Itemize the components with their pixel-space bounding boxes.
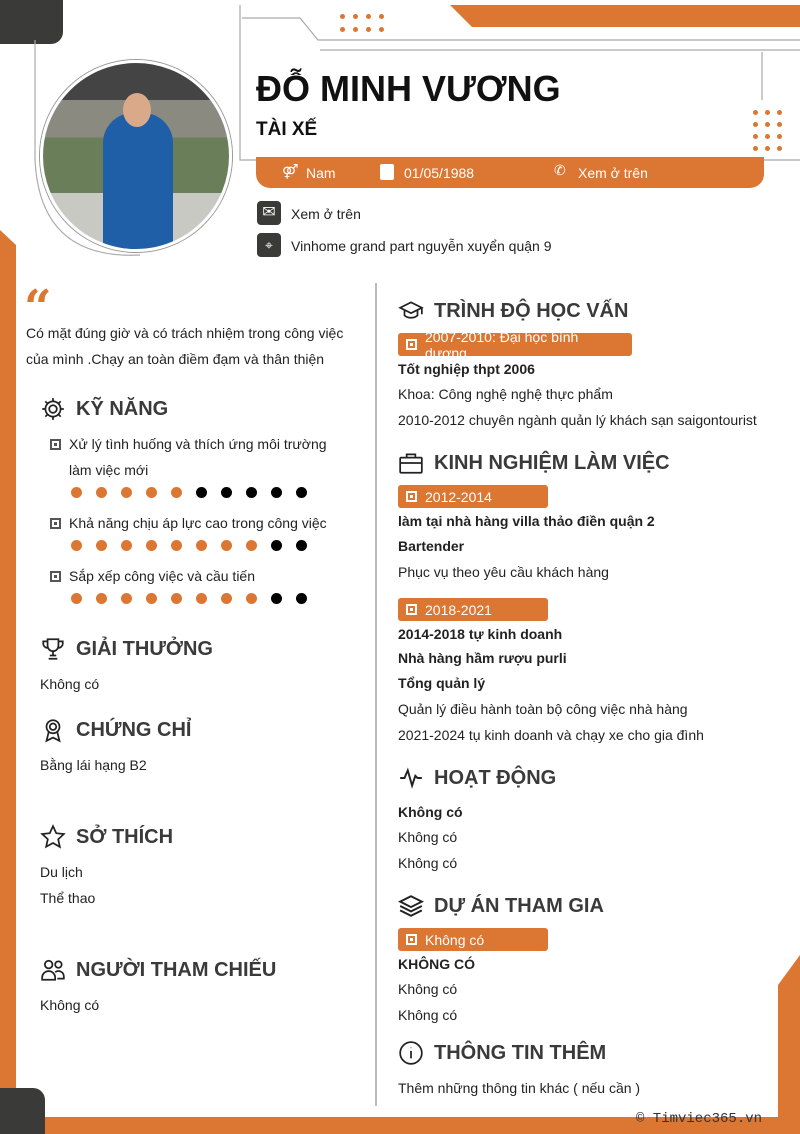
rating-dot bbox=[146, 593, 157, 604]
job-line: Tổng quản lý bbox=[398, 675, 486, 691]
rating-dot bbox=[296, 540, 307, 551]
bullet-icon bbox=[406, 934, 417, 945]
rating-dot bbox=[96, 540, 107, 551]
extra-info-text: Thêm những thông tin khác ( nếu cần ) bbox=[398, 1080, 641, 1096]
gender-value: Nam bbox=[306, 165, 336, 181]
quote-icon: “ bbox=[24, 280, 52, 336]
phone-value: Xem ở trên bbox=[578, 165, 648, 181]
projects-heading: DỰ ÁN THAM GIA bbox=[398, 893, 604, 919]
rating-dot bbox=[196, 593, 207, 604]
education-line: 2010-2012 chuyên ngành quản lý khách sạn saigontourist bbox=[398, 412, 757, 428]
career-objective: Có mặt đúng giờ và có trách nhiệm trong công việc của mình .Chạy an toàn điềm đạm và thân thiện bbox=[26, 325, 344, 367]
skill-item: Khả năng chịu áp lực cao trong công việc bbox=[50, 510, 350, 536]
star-icon bbox=[40, 824, 66, 850]
project-line: Không có bbox=[398, 981, 458, 997]
activities-heading: HOẠT ĐỘNG bbox=[398, 765, 556, 791]
job-period-tag: 2012-2014 bbox=[398, 485, 548, 508]
layers-icon bbox=[398, 893, 424, 919]
skill-rating bbox=[71, 487, 307, 498]
project-tag: Không có bbox=[398, 928, 548, 951]
activity-pulse-icon bbox=[398, 765, 424, 791]
phone-icon: ✆ bbox=[554, 162, 566, 178]
job-line: Phục vụ theo yêu cầu khách hàng bbox=[398, 564, 609, 580]
education-line: Tốt nghiệp thpt 2006 bbox=[398, 361, 535, 377]
bullet-icon bbox=[50, 439, 61, 450]
location-icon: ⌖ bbox=[257, 233, 281, 257]
rating-dot bbox=[296, 593, 307, 604]
rating-dot bbox=[171, 540, 182, 551]
job-line: Quản lý điều hành toàn bộ công việc nhà hàng bbox=[398, 701, 688, 717]
watermark: © Timviec365.vn bbox=[636, 1111, 763, 1127]
references-text: Không có bbox=[40, 997, 100, 1013]
activity-line: Không có bbox=[398, 829, 458, 845]
rating-dot bbox=[246, 487, 257, 498]
education-period-tag: 2007-2010: Đại học bình dương bbox=[398, 333, 632, 356]
education-heading: TRÌNH ĐỘ HỌC VẤN bbox=[398, 298, 628, 324]
job-title: TÀI XẾ bbox=[256, 119, 318, 140]
users-icon bbox=[40, 957, 66, 983]
project-line: KHÔNG CÓ bbox=[398, 956, 475, 972]
info-bar bbox=[256, 157, 764, 188]
gear-icon bbox=[40, 396, 66, 422]
rating-dot bbox=[96, 593, 107, 604]
rating-dot bbox=[196, 540, 207, 551]
skills-heading: KỸ NĂNG bbox=[40, 396, 168, 422]
hobbies-heading: SỞ THÍCH bbox=[40, 824, 173, 850]
skill-item: Sắp xếp công việc và cầu tiến bbox=[50, 563, 350, 589]
hobby-item: Thể thao bbox=[40, 890, 96, 906]
rating-dot bbox=[146, 540, 157, 551]
extra-info-heading: THÔNG TIN THÊM bbox=[398, 1040, 606, 1066]
rating-dot bbox=[246, 593, 257, 604]
briefcase-icon bbox=[398, 450, 424, 476]
rating-dot bbox=[271, 593, 282, 604]
bullet-icon bbox=[406, 604, 417, 615]
rating-dot bbox=[71, 487, 82, 498]
activity-line: Không có bbox=[398, 804, 463, 820]
right-accent-strip bbox=[778, 955, 800, 1134]
rating-dot bbox=[271, 540, 282, 551]
job-line: Nhà hàng hầm rượu purli bbox=[398, 650, 567, 666]
trophy-icon bbox=[40, 636, 66, 662]
hobby-item: Du lịch bbox=[40, 864, 83, 880]
project-line: Không có bbox=[398, 1007, 458, 1023]
rating-dot bbox=[171, 487, 182, 498]
rating-dot bbox=[221, 593, 232, 604]
rating-dot bbox=[271, 487, 282, 498]
rating-dot bbox=[246, 540, 257, 551]
job-line: 2021-2024 tụ kinh doanh và chạy xe cho gia đình bbox=[398, 727, 704, 743]
dot-pattern bbox=[753, 110, 782, 151]
bullet-icon bbox=[406, 491, 417, 502]
rating-dot bbox=[71, 540, 82, 551]
certificates-heading: CHỨNG CHỈ bbox=[40, 717, 191, 743]
skill-item: Xử lý tình huống và thích ứng môi trường làm việc mới bbox=[50, 431, 350, 483]
email-value: Xem ở trên bbox=[291, 206, 361, 222]
info-icon bbox=[398, 1040, 424, 1066]
activity-line: Không có bbox=[398, 855, 458, 871]
calendar-icon bbox=[380, 164, 394, 180]
rating-dot bbox=[71, 593, 82, 604]
address-value: Vinhome grand part nguyễn xuyển quận 9 bbox=[291, 238, 552, 254]
experience-heading: KINH NGHIỆM LÀM VIỆC bbox=[398, 450, 670, 476]
awards-heading: GIẢI THƯỞNG bbox=[40, 636, 213, 662]
rating-dot bbox=[121, 540, 132, 551]
rating-dot bbox=[296, 487, 307, 498]
bullet-icon bbox=[50, 518, 61, 529]
skill-rating bbox=[71, 593, 307, 604]
rating-dot bbox=[221, 487, 232, 498]
job-line: làm tại nhà hàng villa thảo điền quận 2 bbox=[398, 513, 655, 529]
candidate-name: ĐỖ MINH VƯƠNG bbox=[256, 68, 561, 109]
gender-icon: ⚤ bbox=[282, 163, 299, 179]
rating-dot bbox=[146, 487, 157, 498]
award-ribbon-icon bbox=[40, 717, 66, 743]
left-accent-strip bbox=[0, 230, 16, 1134]
awards-text: Không có bbox=[40, 676, 100, 692]
bullet-icon bbox=[50, 571, 61, 582]
column-divider bbox=[375, 283, 377, 1106]
graduation-cap-icon bbox=[398, 298, 424, 324]
references-heading: NGƯỜI THAM CHIẾU bbox=[40, 957, 276, 983]
avatar bbox=[40, 60, 232, 252]
rating-dot bbox=[121, 487, 132, 498]
rating-dot bbox=[171, 593, 182, 604]
dob-value: 01/05/1988 bbox=[404, 165, 475, 181]
skill-rating bbox=[71, 540, 307, 551]
bullet-icon bbox=[406, 339, 417, 350]
education-line: Khoa: Công nghệ nghệ thực phẩm bbox=[398, 386, 613, 402]
rating-dot bbox=[196, 487, 207, 498]
email-icon: ✉ bbox=[257, 201, 281, 225]
rating-dot bbox=[221, 540, 232, 551]
job-line: Bartender bbox=[398, 538, 465, 554]
job-line: 2014-2018 tự kinh doanh bbox=[398, 626, 563, 642]
dot-pattern bbox=[340, 14, 384, 32]
rating-dot bbox=[121, 593, 132, 604]
corner-decoration bbox=[0, 1088, 45, 1134]
certificates-text: Bằng lái hạng B2 bbox=[40, 757, 147, 773]
job-period-tag: 2018-2021 bbox=[398, 598, 548, 621]
rating-dot bbox=[96, 487, 107, 498]
